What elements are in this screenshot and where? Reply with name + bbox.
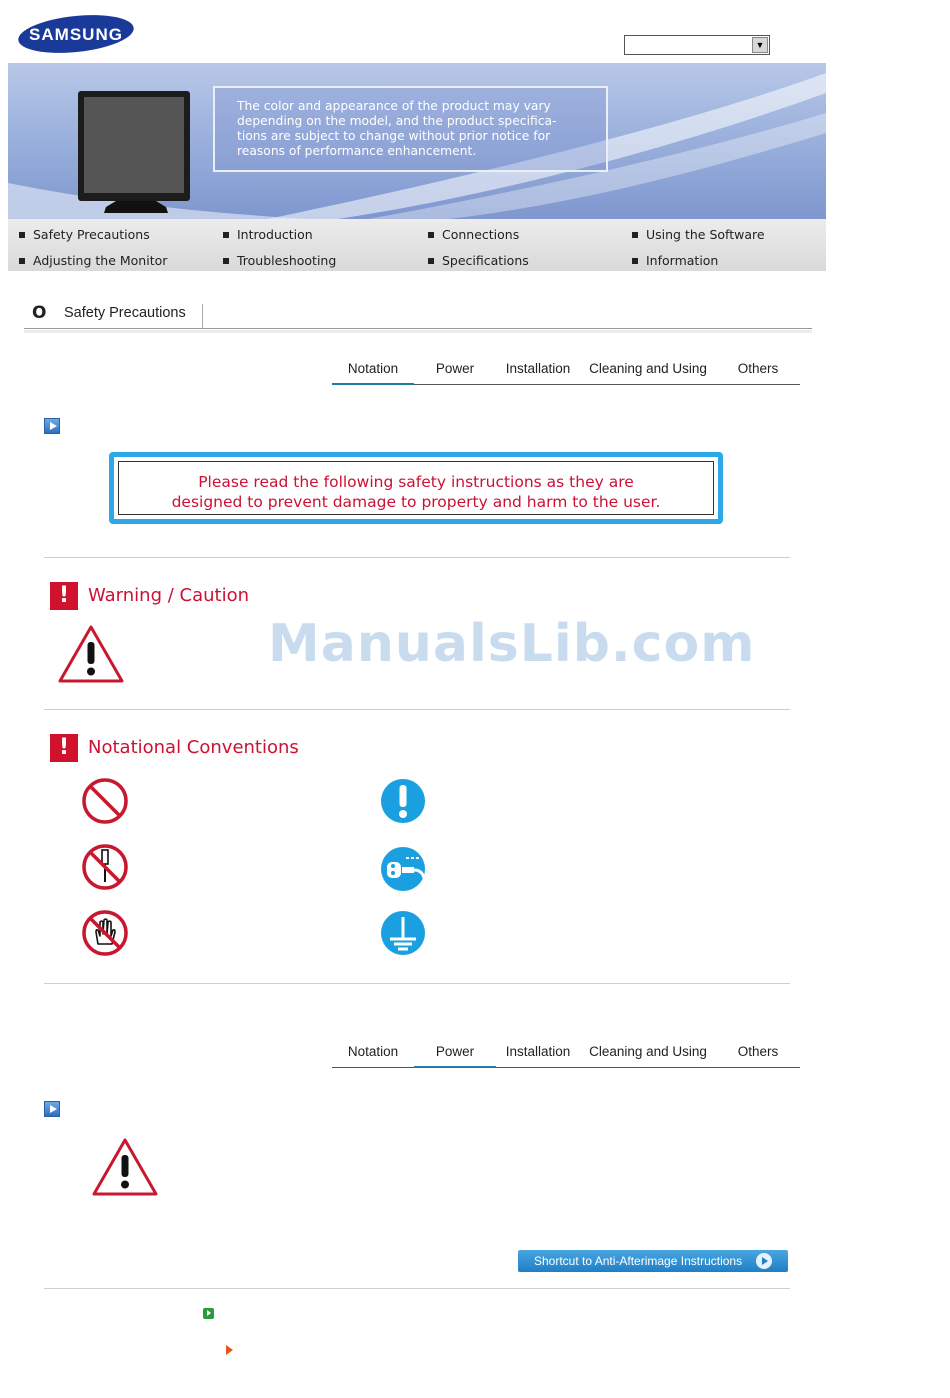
nav-item-connections[interactable]: Connections bbox=[428, 227, 519, 242]
play-icon bbox=[44, 418, 60, 434]
tab-others[interactable]: Others bbox=[737, 361, 779, 376]
exclamation-icon: ! bbox=[50, 734, 78, 762]
nav-item-using-the-software[interactable]: Using the Software bbox=[632, 227, 765, 242]
divider bbox=[44, 1288, 790, 1289]
samsung-logo bbox=[16, 14, 136, 54]
main-nav bbox=[8, 219, 826, 271]
nav-item-information[interactable]: Information bbox=[632, 253, 718, 268]
safety-notice-box bbox=[109, 452, 723, 524]
tab-notation[interactable]: Notation bbox=[347, 1044, 399, 1059]
exclamation-icon: ! bbox=[50, 582, 78, 610]
section-bullet: O bbox=[32, 303, 47, 323]
banner bbox=[8, 63, 826, 219]
model-select[interactable] bbox=[624, 35, 770, 55]
tab-power[interactable]: Power bbox=[414, 1040, 496, 1068]
divider bbox=[44, 557, 790, 558]
section-title bbox=[24, 298, 812, 334]
warning-triangle-icon bbox=[91, 1137, 159, 1197]
divider bbox=[44, 983, 790, 984]
play-icon bbox=[203, 1308, 214, 1319]
nav-item-adjusting-the-monitor[interactable]: Adjusting the Monitor bbox=[19, 253, 167, 268]
arrow-right-icon bbox=[756, 1253, 772, 1269]
arrow-right-icon bbox=[226, 1345, 233, 1355]
safety-notice-line2: designed to prevent damage to property and harm to the user. bbox=[171, 493, 661, 511]
tab-power[interactable]: Power bbox=[435, 361, 475, 376]
unplug-icon bbox=[378, 844, 428, 894]
prohibited-icon bbox=[80, 776, 130, 826]
nav-item-troubleshooting[interactable]: Troubleshooting bbox=[223, 253, 336, 268]
warning-triangle-icon bbox=[57, 624, 125, 684]
divider bbox=[44, 709, 790, 710]
do-not-disassemble-icon bbox=[80, 842, 130, 892]
monitor-icon bbox=[76, 89, 196, 215]
tab-cleaning-and-using[interactable]: Cleaning and Using bbox=[589, 361, 707, 376]
banner-notice: The color and appearance of the product may vary depending on the model, and the product specifica- tions are subject to change without prior notice for reasons of performance enhancement. bbox=[213, 86, 608, 172]
nav-item-safety-precautions[interactable]: Safety Precautions bbox=[19, 227, 150, 242]
page-title: Safety Precautions bbox=[64, 305, 186, 321]
tabs-top bbox=[332, 357, 800, 385]
safety-notice-line1: Please read the following safety instructions as they are bbox=[198, 473, 634, 491]
watermark: ManualsLib.com bbox=[268, 614, 756, 674]
tab-cleaning-and-using[interactable]: Cleaning and Using bbox=[589, 1044, 707, 1059]
tab-installation[interactable]: Installation bbox=[505, 361, 571, 376]
do-not-touch-icon bbox=[80, 908, 130, 958]
tab-installation[interactable]: Installation bbox=[505, 1044, 571, 1059]
tabs-bottom bbox=[332, 1040, 800, 1068]
notational-conventions-heading: Notational Conventions bbox=[88, 737, 299, 758]
anti-afterimage-shortcut-button[interactable]: Shortcut to Anti-Afterimage Instructions bbox=[518, 1250, 788, 1272]
warning-caution-heading: Warning / Caution bbox=[88, 585, 249, 606]
nav-item-specifications[interactable]: Specifications bbox=[428, 253, 529, 268]
nav-item-introduction[interactable]: Introduction bbox=[223, 227, 313, 242]
svg-text:SAMSUNG: SAMSUNG bbox=[29, 25, 123, 44]
chevron-down-icon[interactable]: ▼ bbox=[752, 37, 768, 53]
ground-icon bbox=[378, 908, 428, 958]
play-icon bbox=[44, 1101, 60, 1117]
tab-notation[interactable]: Notation bbox=[332, 357, 414, 385]
important-icon bbox=[378, 776, 428, 826]
tab-others[interactable]: Others bbox=[737, 1044, 779, 1059]
